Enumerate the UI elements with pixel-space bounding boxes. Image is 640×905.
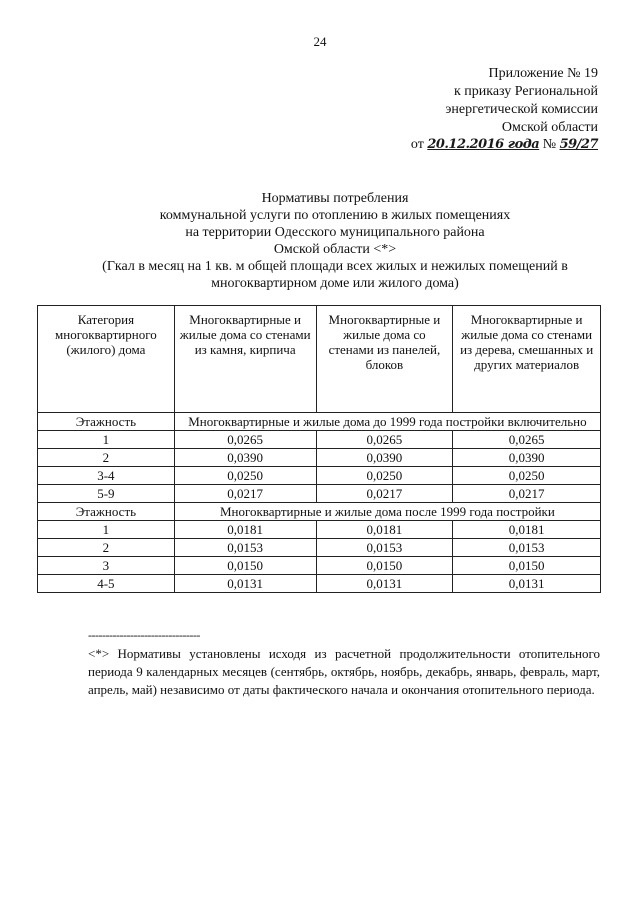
floors-cell: 3-4 [38,467,175,485]
norm-value-cell: 0,0217 [316,485,453,503]
section-floors-label: Этажность [38,503,175,521]
norm-value-cell: 0,0265 [316,431,453,449]
header-category: Категория многоквартирного (жилого) дома [38,306,175,413]
title-line-4: Омской области <*> [273,242,397,257]
section-title: Многоквартирные и жилые дома после 1999 года постройки [174,503,600,521]
norm-value-cell: 0,0153 [174,539,316,557]
table-row [38,467,601,485]
norm-value-cell: 0,0153 [453,539,601,557]
norm-value-cell: 0,0250 [174,467,316,485]
footnote-text: <*> Нормативы установлены исходя из расчетной продолжительности отопительного периода 9 календарных месяцев (сентябрь, октябрь, ноябрь, декабрь, январь, февраль, март, апрель, май) независимо от даты фактического начала и окончания отопительного периода. [88,646,600,697]
floors-cell: 2 [38,449,175,467]
page-number: 24 [313,34,327,49]
norm-value-cell: 0,0181 [316,521,453,539]
appendix-commission: энергетической комиссии [445,102,598,117]
norm-value-cell: 0,0390 [174,449,316,467]
order-date-handwritten: 20.12.2016 года [427,137,540,152]
title-units-line-2: многоквартирном доме или жилого дома) [211,276,459,291]
norm-value-cell: 0,0150 [316,557,453,575]
section-header-row [38,413,601,431]
footnote-separator: -------------------------------- [88,628,200,642]
norm-value-cell: 0,0150 [174,557,316,575]
floors-cell: 1 [38,431,175,449]
appendix-title: Приложение № 19 [488,66,598,81]
header-stone-brick: Многоквартирные и жилые дома со стенами из камня, кирпича [174,306,316,413]
table-row [38,539,601,557]
floors-cell: 5-9 [38,485,175,503]
table-row [38,575,601,593]
floors-cell: 3 [38,557,175,575]
norm-value-cell: 0,0131 [174,575,316,593]
norm-value-cell: 0,0217 [453,485,601,503]
norms-table [37,305,601,593]
norm-value-cell: 0,0131 [316,575,453,593]
section-floors-label: Этажность [38,413,175,431]
norm-value-cell: 0,0181 [453,521,601,539]
norm-value-cell: 0,0131 [453,575,601,593]
norm-value-cell: 0,0150 [453,557,601,575]
norm-value-cell: 0,0181 [174,521,316,539]
floors-cell: 2 [38,539,175,557]
norm-value-cell: 0,0250 [316,467,453,485]
norm-value-cell: 0,0217 [174,485,316,503]
order-number-handwritten: 59/27 [559,137,598,152]
section-header-row [38,503,601,521]
table-row [38,431,601,449]
norm-value-cell: 0,0265 [174,431,316,449]
norm-value-cell: 0,0390 [316,449,453,467]
order-date-number [411,137,598,153]
table-row [38,521,601,539]
norm-value-cell: 0,0390 [453,449,601,467]
appendix-block [445,65,598,137]
header-panel-block: Многоквартирные и жилые дома со стенами из панелей, блоков [316,306,453,413]
header-wood-mixed: Многоквартирные и жилые дома со стенами из дерева, смешанных и других материалов [453,306,601,413]
appendix-region: Омской области [501,120,598,135]
table-header-row [38,306,601,413]
table-row [38,557,601,575]
norm-value-cell: 0,0153 [316,539,453,557]
document-title [30,190,640,292]
floors-cell: 1 [38,521,175,539]
norm-value-cell: 0,0265 [453,431,601,449]
order-prefix: от [410,137,424,152]
title-line-1: Нормативы потребления [261,191,409,206]
title-units-line-1: (Гкал в месяц на 1 кв. м общей площади всех жилых и нежилых помещений в [102,259,568,274]
norm-value-cell: 0,0250 [453,467,601,485]
table-row [38,449,601,467]
title-line-3: на территории Одесского муниципального района [185,225,485,240]
floors-cell: 4-5 [38,575,175,593]
section-title: Многоквартирные и жилые дома до 1999 года постройки включительно [174,413,600,431]
table-row [38,485,601,503]
title-line-2: коммунальной услуги по отоплению в жилых помещениях [159,208,511,223]
appendix-order-ref: к приказу Региональной [453,84,598,99]
order-number-label: № [542,137,557,152]
